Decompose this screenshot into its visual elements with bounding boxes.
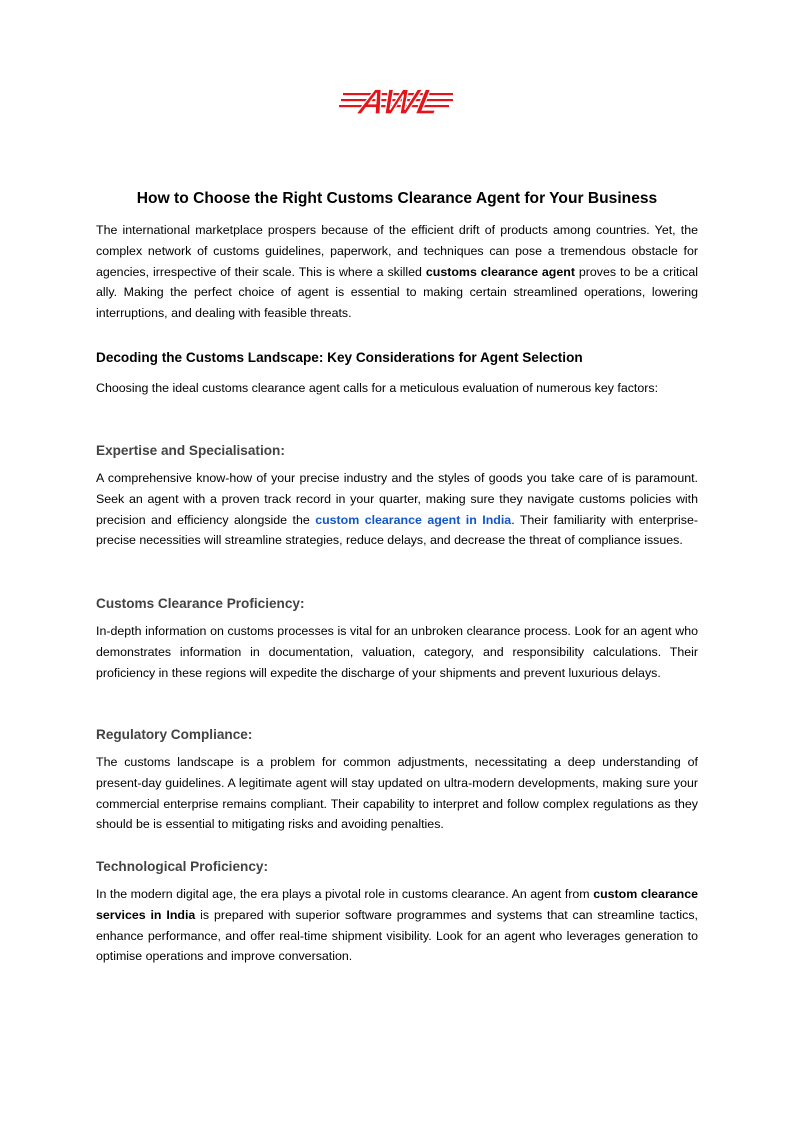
technology-paragraph xyxy=(96,884,698,967)
technology-text-cont: is prepared with superior software programmes and systems that can streamline tactics, enhance performance, and offer real-time shipment visibility. Look for an agent who leverages generation to optimise operations and improve conversation. xyxy=(96,907,699,964)
expertise-text: A comprehensive know-how of your precise industry and the styles of goods you take care of is paramount. Seek an agent with a proven track record in your quarter, making sure they navigate customs policies with precision and efficiency alongside the xyxy=(96,471,698,527)
intro-bold-term: customs clearance agent xyxy=(425,264,575,279)
technology-heading: Technological Proficiency: xyxy=(96,859,268,874)
compliance-heading: Regulatory Compliance: xyxy=(96,727,253,742)
intro-text-cont: proves to be a critical ally. Making the perfect choice of agent is essential to making certain streamlined operations, lowering interruptions, and dealing with feasible threats. xyxy=(96,264,698,321)
technology-text: In the modern digital age, the era plays a pivotal role in customs clearance. An agent from xyxy=(96,887,594,901)
section-heading: Decoding the Customs Landscape: Key Considerations for Agent Selection xyxy=(96,350,583,365)
compliance-paragraph: The customs landscape is a problem for common adjustments, necessitating a deep understanding of present-day guidelines. A legitimate agent will stay updated on ultra-modern developments, making sure your commercial enterprise remains compliant. Their capability to interpret and follow complex regulations as they should be is essential to mitigating risks and avoiding penalties. xyxy=(96,755,698,832)
expertise-paragraph xyxy=(96,468,698,551)
custom-clearance-agent-link[interactable]: custom clearance agent in India xyxy=(315,512,512,527)
technology-bold-term: custom clearance services in India xyxy=(96,887,699,922)
section-intro-paragraph: Choosing the ideal customs clearance agent calls for a meticulous evaluation of numerous key factors: xyxy=(96,381,659,395)
intro-paragraph xyxy=(96,220,698,324)
expertise-heading: Expertise and Specialisation: xyxy=(96,443,285,458)
logo-text: AWL xyxy=(355,81,444,122)
awl-logo xyxy=(339,80,457,122)
awl-logo-graphic xyxy=(339,80,457,122)
proficiency-heading: Customs Clearance Proficiency: xyxy=(96,596,305,611)
intro-text: The international marketplace prospers because of the efficient drift of products among countries. Yet, the complex network of customs guidelines, paperwork, and techniques can pose a tremendous obstacle for agencies, irrespective of their scale. This is where a skilled xyxy=(96,223,698,279)
page-title: How to Choose the Right Customs Clearance Agent for Your Business xyxy=(136,190,658,207)
expertise-text-cont: . Their familiarity with enterprise-precise necessities will streamline strategies, reduce delays, and decrease the threat of compliance issues. xyxy=(96,512,698,548)
proficiency-paragraph: In-depth information on customs processes is vital for an unbroken clearance process. Look for an agent who demonstrates information in documentation, valuation, category, and responsibility calculations. Their proficiency in these regions will expedite the discharge of your shipments and prevent luxurious delays. xyxy=(96,624,698,680)
